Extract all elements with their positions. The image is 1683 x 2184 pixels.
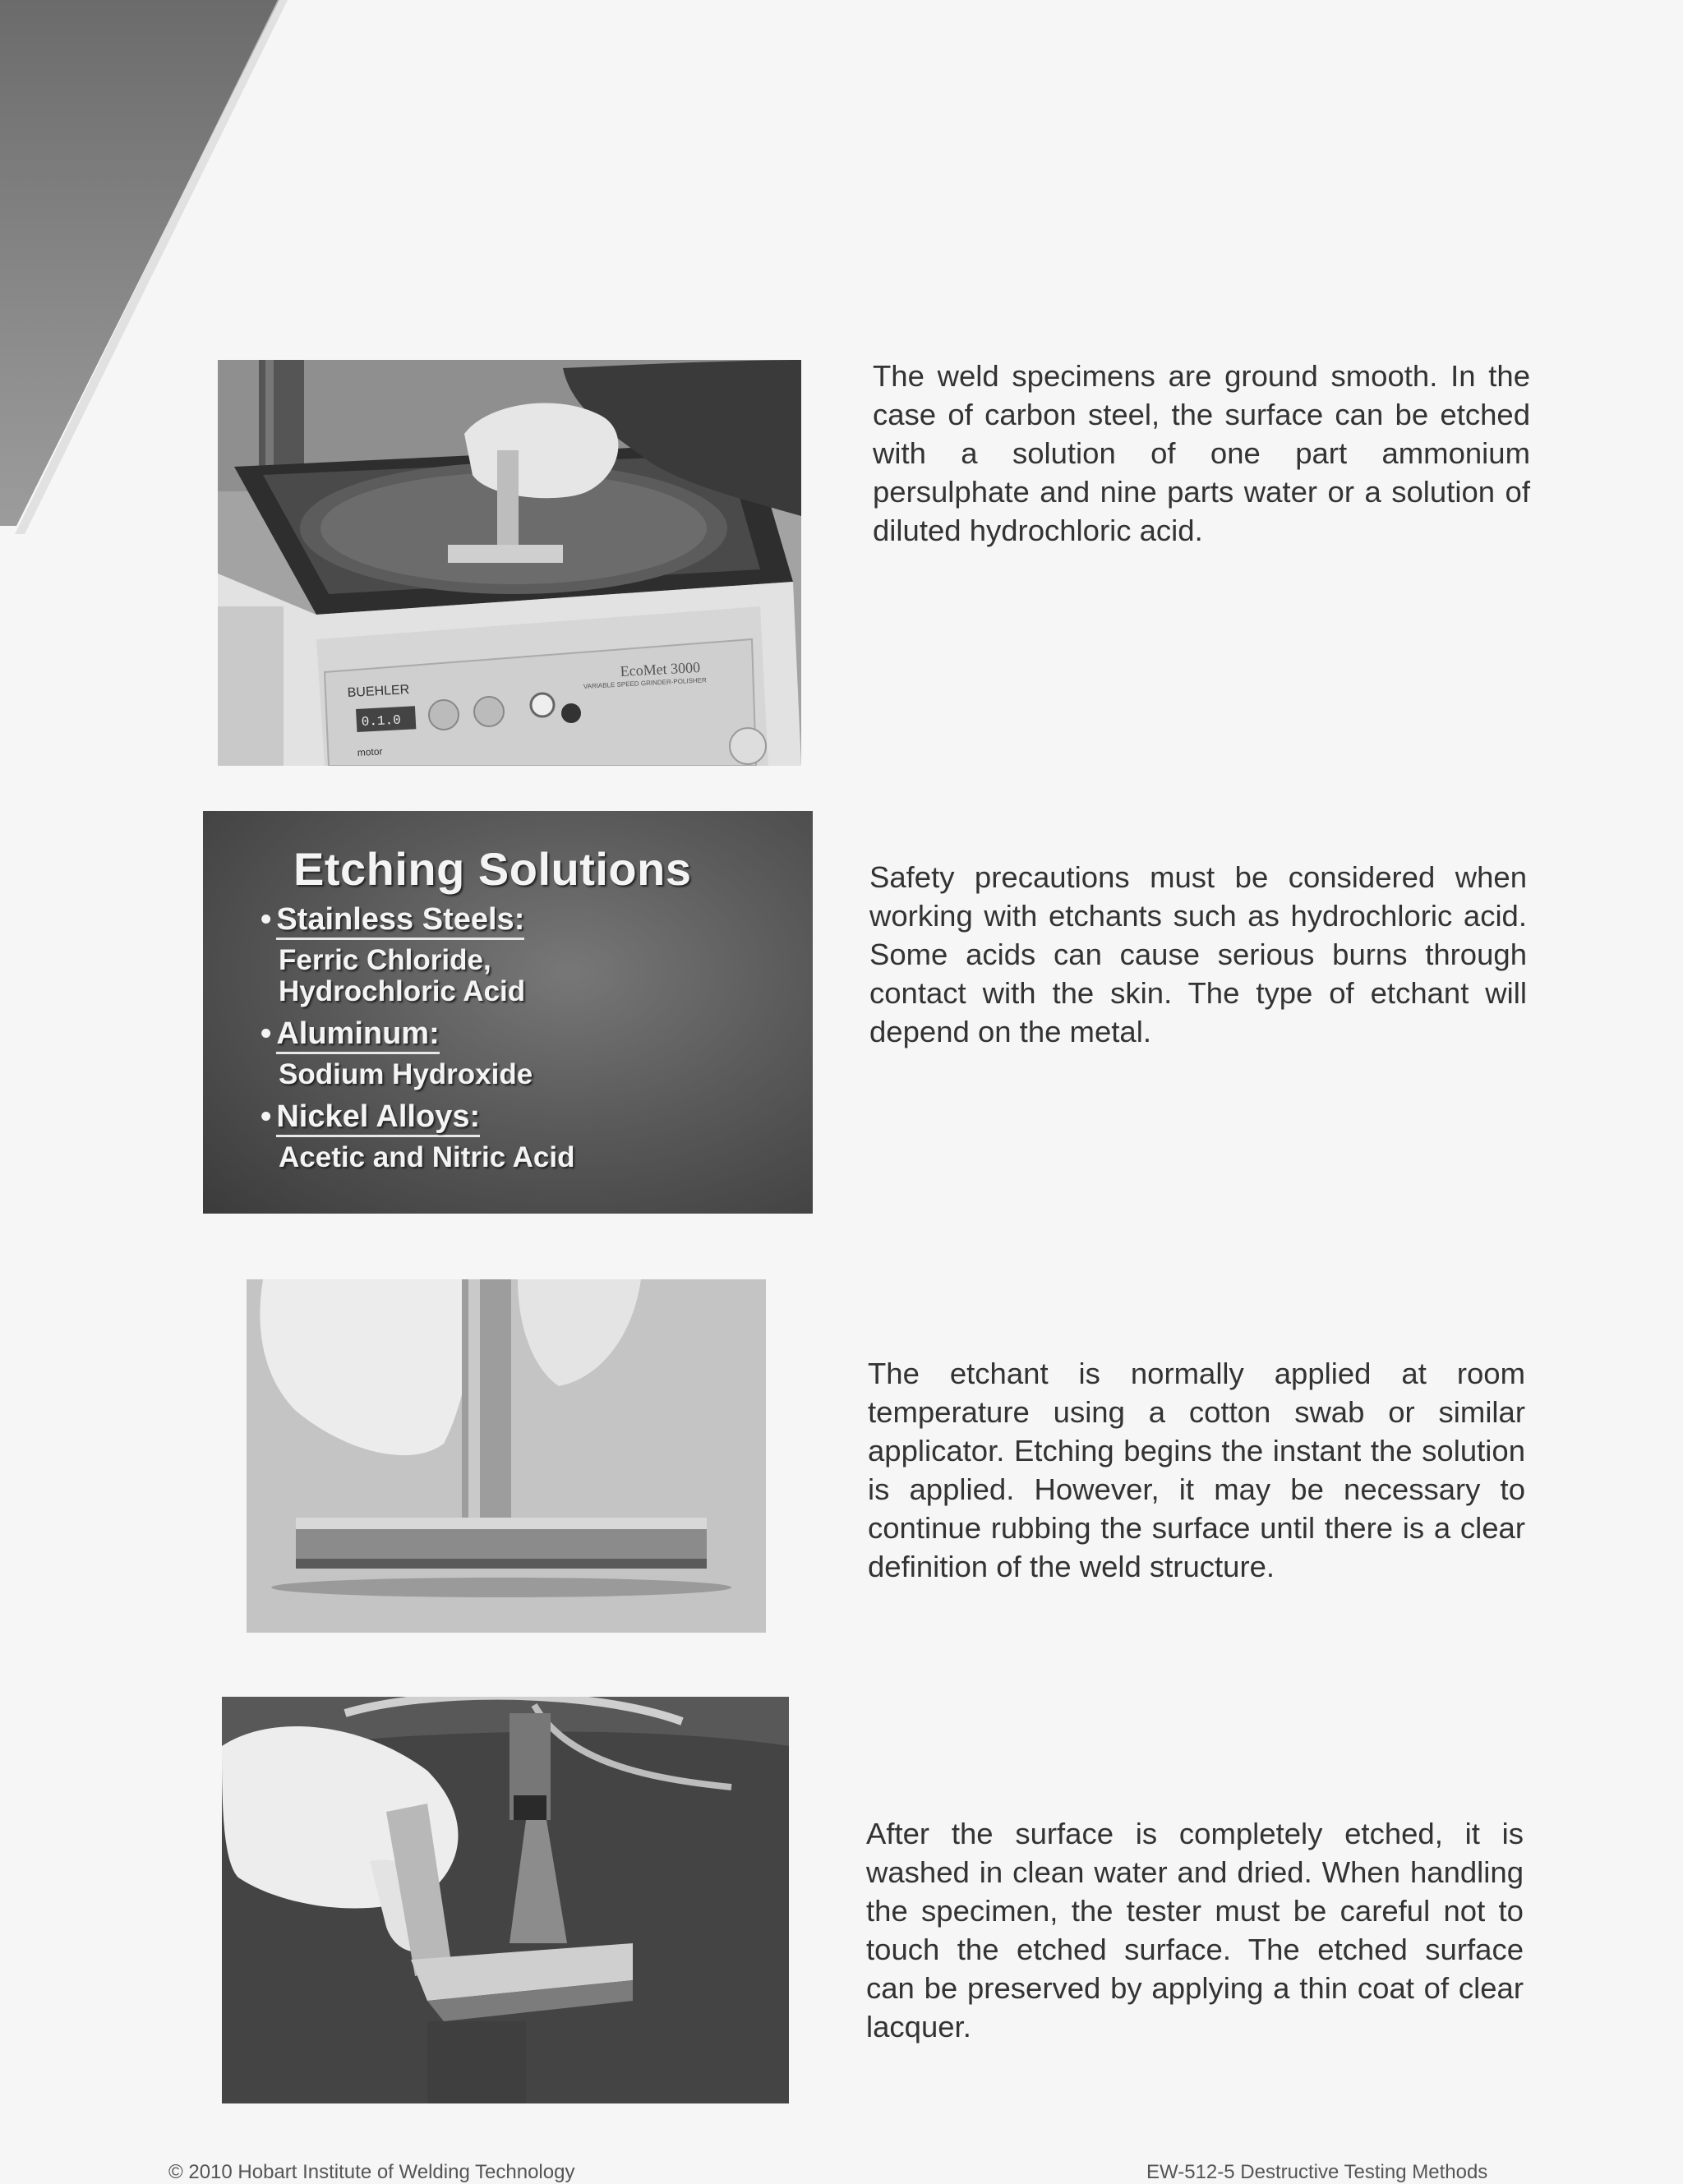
paragraph-application: The etchant is normally applied at room temperature using a cotton swab or similar applicator. Etching begins the instant the solution is applied. However, it may be necessary to continue rubbing the surface until there is a clear definition of the weld structure.: [868, 1357, 1525, 1583]
bullet-icon: •: [261, 1016, 272, 1051]
paragraph-washing: After the surface is completely etched, it is washed in clean water and dried. When handling the specimen, the tester must be careful not to touch the etched surface. The etched surface can be preserved by applying a thin coat of clear lacquer.: [866, 1817, 1524, 2043]
slide-title: Etching Solutions: [293, 843, 692, 895]
motor-label: motor: [357, 745, 383, 758]
paragraph-safety: Safety precautions must be considered when working with etchants such as hydrochloric acid. Some acids can cause serious burns through contact with the skin. The type of etchant will depend on the metal.: [869, 860, 1527, 1048]
list-item: [261, 901, 574, 1007]
grinder-polisher-illustration: [218, 360, 801, 766]
brand-label: BUEHLER: [347, 683, 410, 700]
list-item-heading: Nickel Alloys:: [276, 1099, 480, 1137]
paragraph-grinding: The weld specimens are ground smooth. In the case of carbon steel, the surface can be etched with a solution of one part ammonium persulphate and nine parts water or a solution of diluted hydrochloric acid.: [873, 359, 1530, 547]
etching-solutions-slide: [203, 811, 813, 1214]
list-item-heading: Stainless Steels:: [276, 901, 524, 940]
list-item-detail: Ferric Chloride, Hydrochloric Acid: [279, 944, 526, 1007]
specimen-washing-photo: [222, 1697, 789, 2103]
footer-course-code: EW-512-5 Destructive Testing Methods: [1146, 2161, 1488, 2183]
bullet-icon: •: [261, 902, 272, 937]
specimen-swab-photo: [247, 1279, 766, 1633]
footer-copyright: © 2010 Hobart Institute of Welding Technology: [168, 2161, 575, 2183]
list-item: [261, 1016, 574, 1090]
speed-display: 0.1.0: [361, 712, 402, 730]
list-item-heading: Aluminum:: [276, 1016, 439, 1054]
model-sub-label: VARIABLE SPEED GRINDER-POLISHER: [583, 676, 708, 690]
specimen-swab-illustration: [247, 1279, 766, 1633]
list-item-detail: Acetic and Nitric Acid: [279, 1141, 575, 1173]
list-item-detail: Sodium Hydroxide: [279, 1058, 533, 1090]
model-label: EcoMet 3000: [620, 658, 701, 680]
bullet-icon: •: [261, 1099, 272, 1134]
specimen-washing-illustration: [222, 1697, 789, 2103]
etching-solutions-list: [261, 901, 574, 1182]
list-item: [261, 1099, 574, 1173]
grinder-polisher-photo: [218, 360, 801, 766]
